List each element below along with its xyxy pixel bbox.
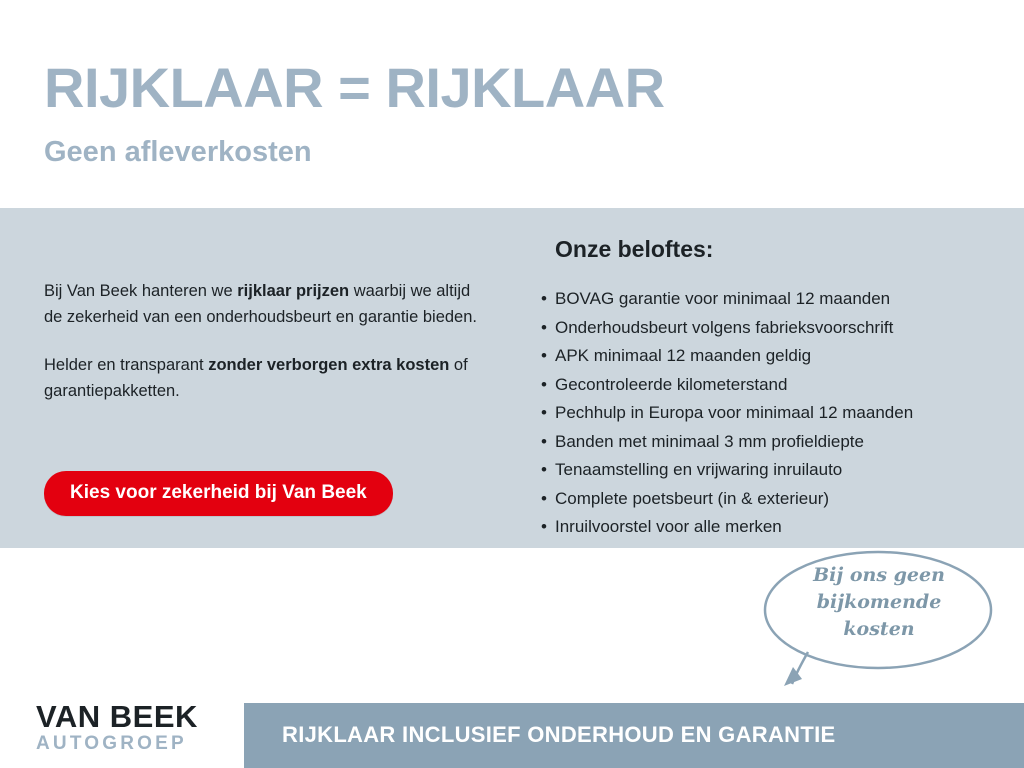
intro-1-text-a: Bij Van Beek hanteren we bbox=[44, 282, 238, 300]
list-item: • Complete poetsbeurt (in & exterieur) bbox=[541, 485, 1011, 514]
speech-bubble bbox=[760, 548, 1010, 688]
cta-button[interactable]: Kies voor zekerheid bij Van Beek bbox=[44, 471, 393, 516]
intro-1-bold: rijklaar prijzen bbox=[237, 282, 350, 300]
intro-paragraph-1 bbox=[44, 278, 484, 330]
list-item: • Gecontroleerde kilometerstand bbox=[541, 371, 1011, 400]
logo-secondary-text: AUTOGROEP bbox=[36, 733, 187, 754]
intro-2-bold: zonder verborgen extra kosten bbox=[208, 356, 450, 374]
left-column bbox=[44, 278, 484, 426]
intro-paragraph-2 bbox=[44, 352, 484, 404]
header-section bbox=[0, 0, 1024, 208]
intro-2-text-b: of garantiepakketten. bbox=[44, 356, 468, 400]
footer-banner bbox=[244, 703, 1024, 768]
speech-bubble-text: Bij ons geen bijkomende kosten bbox=[813, 564, 945, 640]
list-item: • Banden met minimaal 3 mm profieldiepte bbox=[541, 428, 1011, 457]
list-item: • Onderhoudsbeurt volgens fabrieksvoorschrift bbox=[541, 314, 1011, 343]
promises-title: Onze beloftes: bbox=[555, 236, 714, 262]
list-item: • Tenaamstelling en vrijwaring inruilauto bbox=[541, 456, 1011, 485]
content-panel bbox=[0, 208, 1024, 548]
list-item: • Pechhulp in Europa voor minimaal 12 maanden bbox=[541, 399, 1011, 428]
list-item: • Inruilvoorstel voor alle merken bbox=[541, 513, 1011, 542]
brand-logo bbox=[36, 700, 236, 755]
intro-2-text-a: Helder en transparant bbox=[44, 356, 209, 374]
promises-list bbox=[541, 285, 1011, 542]
page-title: RIJKLAAR = RIJKLAAR bbox=[44, 56, 665, 119]
page-subtitle: Geen afleverkosten bbox=[44, 136, 312, 168]
intro-1-text-b: waarbij we altijd de zekerheid van een onderhoudsbeurt en garantie bieden. bbox=[44, 282, 477, 326]
footer-banner-text: RIJKLAAR INCLUSIEF ONDERHOUD EN GARANTIE bbox=[282, 722, 836, 747]
logo-primary-text: VAN BEEK bbox=[36, 699, 198, 734]
list-item: • BOVAG garantie voor minimaal 12 maanden bbox=[541, 285, 1011, 314]
list-item: • APK minimaal 12 maanden geldig bbox=[541, 342, 1011, 371]
right-column bbox=[541, 236, 1011, 542]
